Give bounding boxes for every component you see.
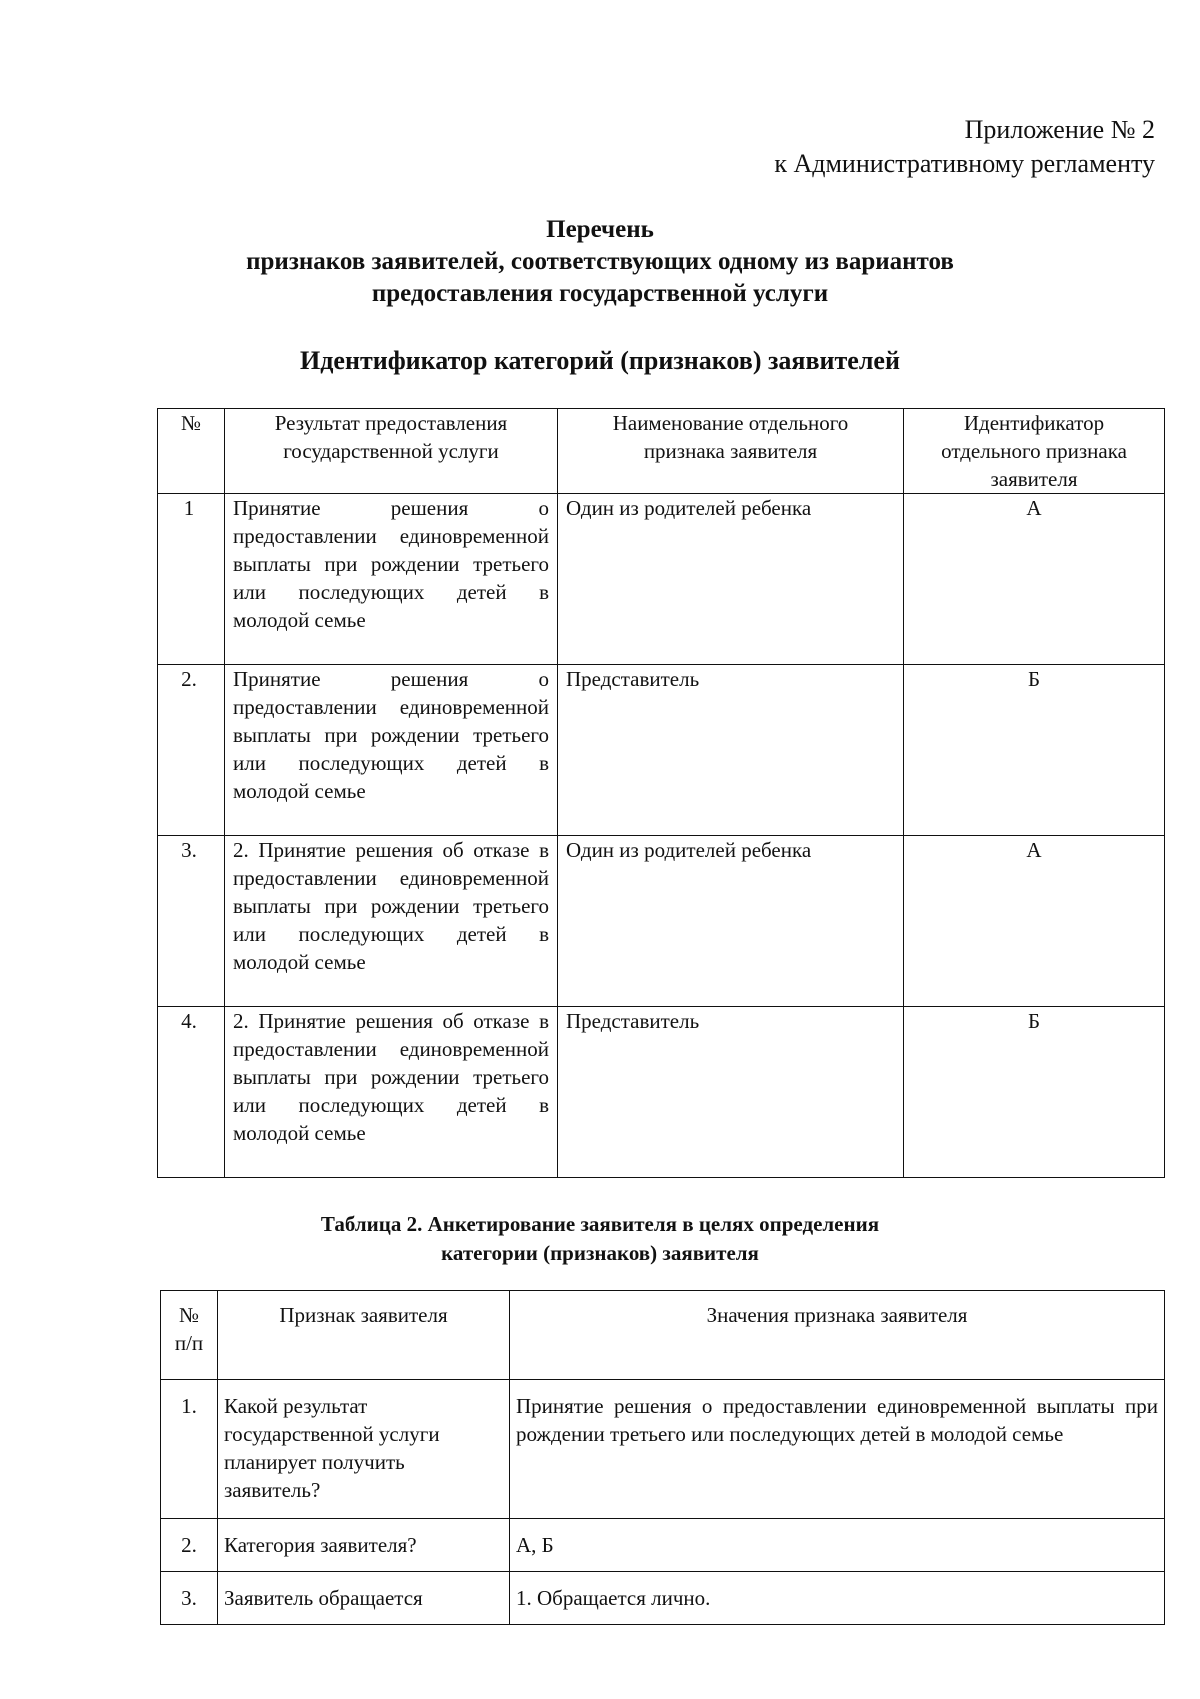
- row-result-text-end: молодой семье: [233, 608, 366, 632]
- row-result-text: Принятие решения о предоставлении единовременной выплаты при рождении третьего или последующих детей в: [233, 496, 549, 604]
- table-row: [158, 836, 1165, 1007]
- caption-line-2: категории (признаков) заявителя: [441, 1241, 759, 1265]
- row-num: 1: [158, 494, 225, 665]
- row-attribute-name: Представитель: [558, 1007, 904, 1178]
- row-result: [225, 494, 558, 665]
- table-row: [161, 1519, 1165, 1572]
- row-values: Принятие решения о предоставлении единовременной выплаты при рождении третьего или последующих детей в молодой семье: [510, 1380, 1165, 1519]
- header-result: Результат предоставления государственной услуги: [225, 409, 558, 494]
- row-result-text-end: молодой семье: [233, 950, 366, 974]
- section-subheading: Идентификатор категорий (признаков) заявителей: [300, 346, 900, 375]
- header-code: Идентификатор отдельного признака заявителя: [904, 409, 1165, 494]
- heading-line-1: Перечень: [546, 216, 654, 243]
- row-result-text: 2. Принятие решения об отказе в предоставлении единовременной выплаты при рождении третьего или последующих детей в: [233, 1009, 549, 1117]
- table-row: [161, 1572, 1165, 1625]
- row-result: [225, 1007, 558, 1178]
- table-row: [158, 494, 1165, 665]
- table2-caption: [0, 1210, 1200, 1268]
- appendix-number: Приложение № 2: [964, 115, 1155, 144]
- row-result: [225, 836, 558, 1007]
- heading-line-2: признаков заявителей, соответствующих одному из вариантов: [246, 248, 954, 275]
- header-num-line-2: п/п: [174, 1331, 204, 1355]
- row-num: 3.: [161, 1572, 218, 1625]
- table-header-row: [161, 1291, 1165, 1380]
- header-num-line-1: №: [178, 1303, 200, 1327]
- header-num: [161, 1291, 218, 1380]
- row-num: 1.: [161, 1380, 218, 1519]
- caption-line-1: Таблица 2. Анкетирование заявителя в целях определения: [320, 1212, 880, 1236]
- row-result-text-end: молодой семье: [233, 779, 366, 803]
- table-row: [158, 1007, 1165, 1178]
- row-num: 2.: [161, 1519, 218, 1572]
- table-header-row: [158, 409, 1165, 494]
- row-result-text: 2. Принятие решения об отказе в предоставлении единовременной выплаты при рождении третьего или последующих детей в: [233, 838, 549, 946]
- applicant-survey-table: [160, 1290, 1165, 1625]
- row-attribute-code: А: [904, 836, 1165, 1007]
- row-result: [225, 665, 558, 836]
- header-name: Наименование отдельного признака заявителя: [558, 409, 904, 494]
- appendix-reference: к Административному регламенту: [774, 149, 1155, 178]
- table-row: [158, 665, 1165, 836]
- row-num: 2.: [158, 665, 225, 836]
- table-row: [161, 1380, 1165, 1519]
- row-attribute-name: Один из родителей ребенка: [558, 494, 904, 665]
- row-attribute-name: Представитель: [558, 665, 904, 836]
- row-result-text-end: молодой семье: [233, 1121, 366, 1145]
- row-attribute-name: Один из родителей ребенка: [558, 836, 904, 1007]
- appendix-note: [774, 113, 1155, 181]
- header-attribute: Признак заявителя: [218, 1291, 510, 1380]
- row-attribute-code: Б: [904, 1007, 1165, 1178]
- row-num: 3.: [158, 836, 225, 1007]
- row-result-text: Принятие решения о предоставлении единовременной выплаты при рождении третьего или последующих детей в: [233, 667, 549, 775]
- header-values: Значения признака заявителя: [510, 1291, 1165, 1380]
- row-attribute: Категория заявителя?: [218, 1519, 510, 1572]
- row-attribute: Какой результат государственной услуги планирует получить заявитель?: [218, 1380, 510, 1519]
- applicant-categories-table: [157, 408, 1165, 1178]
- row-attribute-code: Б: [904, 665, 1165, 836]
- heading-line-3: предоставления государственной услуги: [371, 280, 829, 307]
- row-attribute: Заявитель обращается: [218, 1572, 510, 1625]
- header-num: №: [158, 409, 225, 494]
- document-heading: [0, 214, 1200, 310]
- row-values: А, Б: [510, 1519, 1165, 1572]
- row-values: 1. Обращается лично.: [510, 1572, 1165, 1625]
- row-attribute-code: А: [904, 494, 1165, 665]
- row-num: 4.: [158, 1007, 225, 1178]
